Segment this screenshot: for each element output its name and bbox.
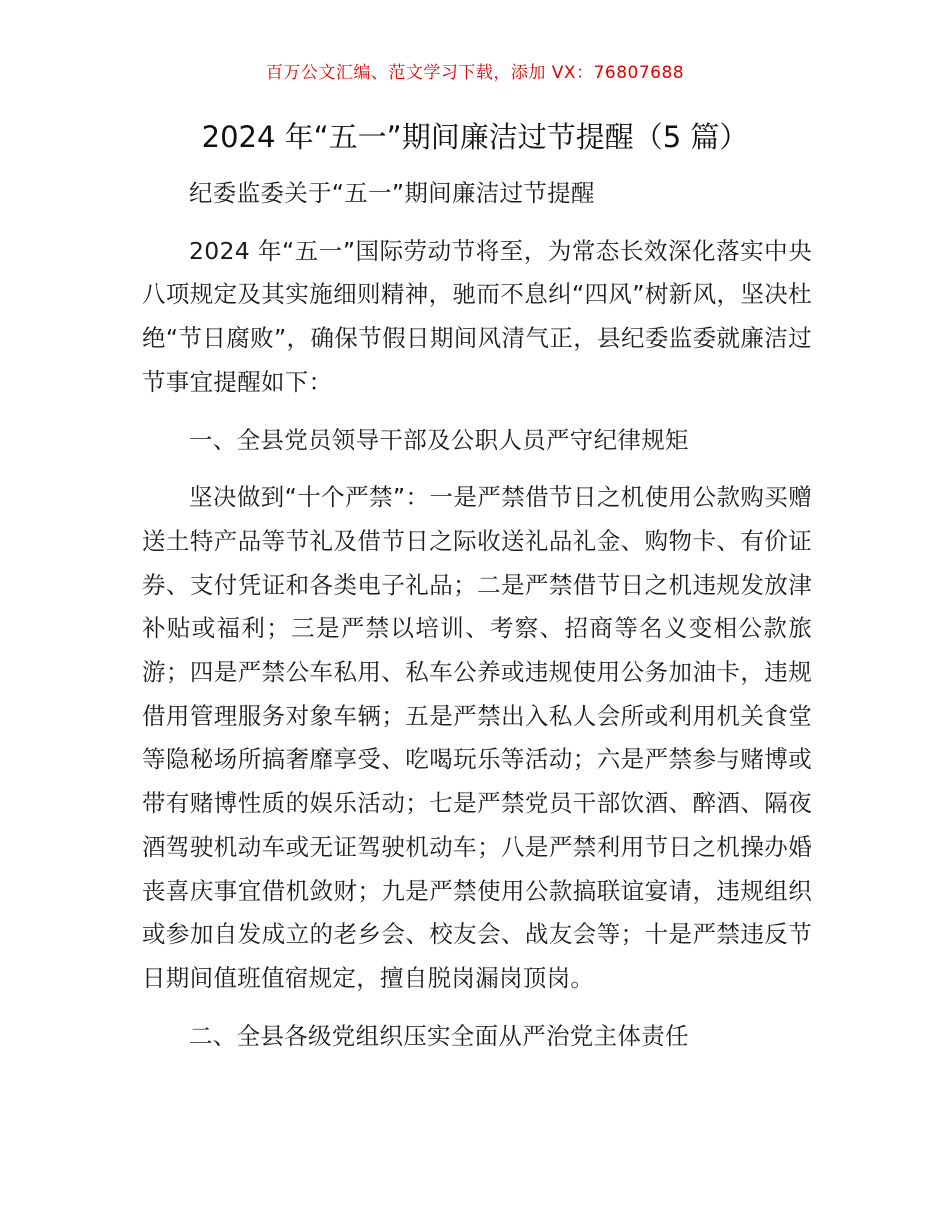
- intro-paragraph: 2024 年“五一”国际劳动节将至，为常态长效深化落实中央八项规定及其实施细则精神，驰而不息纠“四风”树新风，坚决杜绝“节日腐败”，确保节假日期间风清气正，县纪委监委就廉洁过节事宜提醒如下：: [142, 236, 812, 396]
- section1-heading: 一、全县党员领导干部及公职人员严守纪律规矩: [189, 425, 689, 454]
- document-subtitle: 纪委监委关于“五一”期间廉洁过节提醒: [189, 179, 595, 207]
- section1-body: 坚决做到“十个严禁”：一是严禁借节日之机使用公款购买赠送土特产品等节礼及借节日之际收送礼品礼金、购物卡、有价证券、支付凭证和各类电子礼品；二是严禁借节日之机违规发放津补贴或福利；三是严禁以培训、考察、招商等名义变相公款旅游；四是严禁公车私用、私车公养或违规使用公务加油卡，违规借用管理服务对象车辆；五是严禁出入私人会所或利用机关食堂等隐秘场所搞奢靡享受、吃喝玩乐等活动；六是严禁参与赌博或带有赌博性质的娱乐活动；七是严禁党员干部饮酒、醉酒、隔夜酒驾驶机动车或无证驾驶机动车；八是严禁利用节日之机操办婚丧喜庆事宜借机敛财；九是严禁使用公款搞联谊宴请，违规组织或参加自发成立的老乡会、校友会、战友会等；十是严禁违反节日期间值班值宿规定，擅自脱岗漏岗顶岗。: [142, 483, 812, 992]
- document-title: 2024 年“五一”期间廉洁过节提醒（5 篇）: [201, 120, 749, 154]
- document-body: [142, 172, 812, 1058]
- promo-header: 百万公文汇编、范文学习下载，添加 VX：76807688: [265, 63, 685, 83]
- section2-heading: 二、全县各级党组织压实全面从严治党主体责任: [189, 1021, 689, 1050]
